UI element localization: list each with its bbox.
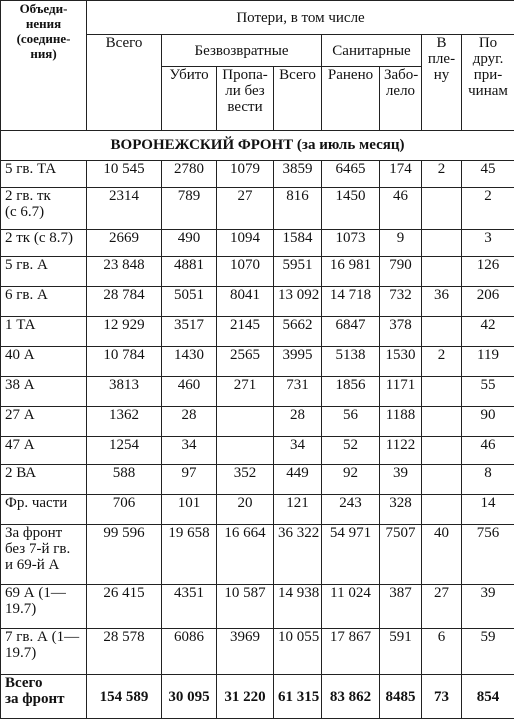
- missing-cell: 1079: [217, 161, 274, 188]
- killed-cell: 28: [162, 407, 217, 437]
- wounded-cell: 16 981: [322, 257, 380, 287]
- total-sick-cell: 8485: [380, 675, 422, 719]
- unit-cell: [1, 188, 87, 230]
- unit-cell: [1, 230, 87, 257]
- captured-cell: 6: [422, 629, 462, 675]
- missing-cell: 27: [217, 188, 274, 230]
- killed-cell: 2780: [162, 161, 217, 188]
- units-column-header-text: Объеди- нения (соедине- ния): [17, 1, 71, 61]
- total-cell: 2669: [87, 230, 162, 257]
- missing-cell: 16 664: [217, 525, 274, 585]
- irrecoverable-group-header: [162, 35, 322, 67]
- captured-cell: 2: [422, 161, 462, 188]
- losses-group-header: [87, 1, 514, 35]
- missing-cell: 8041: [217, 287, 274, 317]
- table-row: [1, 230, 514, 257]
- total-cell: 23 848: [87, 257, 162, 287]
- sick-cell: 387: [380, 585, 422, 629]
- sick-cell: 1188: [380, 407, 422, 437]
- killed-cell: 4881: [162, 257, 217, 287]
- other-cell: 55: [462, 377, 514, 407]
- other-cell: 14: [462, 495, 514, 525]
- total-unit-cell: [1, 675, 87, 719]
- wounded-column-header: [322, 67, 380, 131]
- sick-column-header-text: Забо- лело: [384, 67, 418, 99]
- total-cell: 3813: [87, 377, 162, 407]
- total-killed-cell: 30 095: [162, 675, 217, 719]
- other-column-header: [462, 35, 514, 131]
- missing-cell: 2145: [217, 317, 274, 347]
- irr-total-column-header-text: Всего: [279, 67, 316, 83]
- total-cell: 28 578: [87, 629, 162, 675]
- missing-column-header: [217, 67, 274, 131]
- missing-cell: 1070: [217, 257, 274, 287]
- captured-cell: 27: [422, 585, 462, 629]
- sick-cell: 1122: [380, 437, 422, 465]
- captured-cell: [422, 377, 462, 407]
- other-cell: 3: [462, 230, 514, 257]
- total-missing-cell: 31 220: [217, 675, 274, 719]
- irr-total-column-header: [274, 67, 322, 131]
- total-cell: 706: [87, 495, 162, 525]
- other-cell: 206: [462, 287, 514, 317]
- other-cell: 756: [462, 525, 514, 585]
- sick-cell: 378: [380, 317, 422, 347]
- irr-total-cell: 816: [274, 188, 322, 230]
- front-title-text: ВОРОНЕЖСКИЙ ФРОНТ (за июль месяц): [111, 137, 405, 153]
- total-cell: 99 596: [87, 525, 162, 585]
- table-row: [1, 317, 514, 347]
- killed-column-header-text: Убито: [169, 67, 208, 83]
- wounded-cell: 56: [322, 407, 380, 437]
- captured-cell: [422, 188, 462, 230]
- captured-cell: [422, 317, 462, 347]
- sick-column-header: [380, 67, 422, 131]
- wounded-cell: 6465: [322, 161, 380, 188]
- wounded-cell: 92: [322, 465, 380, 495]
- table-row: [1, 257, 514, 287]
- missing-cell: 3969: [217, 629, 274, 675]
- other-cell: 42: [462, 317, 514, 347]
- irr-total-cell: 5662: [274, 317, 322, 347]
- irr-total-cell: 449: [274, 465, 322, 495]
- killed-cell: 97: [162, 465, 217, 495]
- header-row-1: [1, 1, 514, 35]
- wounded-cell: 1073: [322, 230, 380, 257]
- missing-cell: 1094: [217, 230, 274, 257]
- missing-cell: 271: [217, 377, 274, 407]
- unit-name: 5 гв. А: [5, 257, 48, 273]
- missing-cell: [217, 437, 274, 465]
- other-cell: 59: [462, 629, 514, 675]
- unit-name: 5 гв. ТА: [5, 161, 56, 177]
- wounded-cell: 52: [322, 437, 380, 465]
- killed-cell: 1430: [162, 347, 217, 377]
- total-column-header-text: Всего: [106, 35, 143, 51]
- table-row: [1, 377, 514, 407]
- captured-column-header: [422, 35, 462, 131]
- irr-total-cell: 5951: [274, 257, 322, 287]
- table-row: [1, 629, 514, 675]
- front-title: [1, 131, 514, 161]
- total-cell: 2314: [87, 188, 162, 230]
- captured-cell: [422, 230, 462, 257]
- unit-name: 2 ВА: [5, 465, 36, 481]
- unit-cell: [1, 257, 87, 287]
- other-cell: 8: [462, 465, 514, 495]
- table-row: [1, 347, 514, 377]
- total-row: [1, 675, 514, 719]
- other-cell: 39: [462, 585, 514, 629]
- captured-cell: 2: [422, 347, 462, 377]
- missing-cell: 10 587: [217, 585, 274, 629]
- killed-cell: 34: [162, 437, 217, 465]
- total-irr-total-cell: 61 315: [274, 675, 322, 719]
- killed-cell: 19 658: [162, 525, 217, 585]
- wounded-cell: 5138: [322, 347, 380, 377]
- unit-cell: [1, 465, 87, 495]
- total-wounded-cell: 83 862: [322, 675, 380, 719]
- table-row: [1, 437, 514, 465]
- wounded-cell: 17 867: [322, 629, 380, 675]
- table-row: [1, 407, 514, 437]
- killed-cell: 6086: [162, 629, 217, 675]
- unit-name: 38 А: [5, 377, 35, 393]
- irr-total-cell: 14 938: [274, 585, 322, 629]
- total-cell: 1254: [87, 437, 162, 465]
- sick-cell: 174: [380, 161, 422, 188]
- total-cell: 10 545: [87, 161, 162, 188]
- sanitary-group-header: [322, 35, 422, 67]
- sanitary-group-header-text: Санитарные: [332, 43, 410, 59]
- unit-cell: [1, 347, 87, 377]
- sick-cell: 790: [380, 257, 422, 287]
- unit-name: За фронт без 7-й гв. и 69-й А: [5, 525, 70, 573]
- captured-cell: 36: [422, 287, 462, 317]
- other-cell: 90: [462, 407, 514, 437]
- front-title-row: [1, 131, 514, 161]
- unit-name: 47 А: [5, 437, 35, 453]
- unit-name: 6 гв. А: [5, 287, 48, 303]
- sick-cell: 7507: [380, 525, 422, 585]
- table-row: [1, 287, 514, 317]
- missing-column-header-text: Пропа- ли без вести: [222, 67, 268, 115]
- total-column-header: [87, 35, 162, 131]
- table-row: [1, 525, 514, 585]
- total-cell: 588: [87, 465, 162, 495]
- unit-name: 2 гв. тк (с 6.7): [5, 188, 51, 220]
- sick-cell: 591: [380, 629, 422, 675]
- sick-cell: 328: [380, 495, 422, 525]
- table-row: [1, 161, 514, 188]
- total-cell: 28 784: [87, 287, 162, 317]
- unit-name: 40 А: [5, 347, 35, 363]
- irr-total-cell: 1584: [274, 230, 322, 257]
- unit-name: 7 гв. А (1— 19.7): [5, 629, 79, 661]
- killed-cell: 4351: [162, 585, 217, 629]
- killed-column-header: [162, 67, 217, 131]
- other-cell: 46: [462, 437, 514, 465]
- total-cell: 1362: [87, 407, 162, 437]
- total-cell: 12 929: [87, 317, 162, 347]
- unit-cell: [1, 585, 87, 629]
- unit-cell: [1, 161, 87, 188]
- irr-total-cell: 121: [274, 495, 322, 525]
- total-other-cell: 854: [462, 675, 514, 719]
- irr-total-cell: 28: [274, 407, 322, 437]
- captured-column-header-text: В пле- ну: [428, 35, 455, 83]
- irr-total-cell: 3859: [274, 161, 322, 188]
- total-total-cell: 154 589: [87, 675, 162, 719]
- unit-cell: [1, 287, 87, 317]
- sick-cell: 39: [380, 465, 422, 495]
- wounded-cell: 243: [322, 495, 380, 525]
- losses-group-header-text: Потери, в том числе: [236, 10, 364, 26]
- captured-cell: [422, 465, 462, 495]
- irr-total-cell: 13 092: [274, 287, 322, 317]
- unit-cell: [1, 437, 87, 465]
- wounded-cell: 14 718: [322, 287, 380, 317]
- total-cell: 26 415: [87, 585, 162, 629]
- wounded-cell: 1856: [322, 377, 380, 407]
- total-unit-name: Всего за фронт: [5, 675, 65, 707]
- unit-name: 2 тк (с 8.7): [5, 230, 73, 246]
- missing-cell: [217, 407, 274, 437]
- other-cell: 119: [462, 347, 514, 377]
- units-column-header: [1, 1, 87, 131]
- unit-name: 1 ТА: [5, 317, 36, 333]
- wounded-cell: 54 971: [322, 525, 380, 585]
- other-cell: 45: [462, 161, 514, 188]
- other-cell: 2: [462, 188, 514, 230]
- irr-total-cell: 731: [274, 377, 322, 407]
- unit-name: 69 А (1— 19.7): [5, 585, 66, 617]
- sick-cell: 1530: [380, 347, 422, 377]
- unit-cell: [1, 525, 87, 585]
- total-captured-cell: 73: [422, 675, 462, 719]
- killed-cell: 101: [162, 495, 217, 525]
- table-row: [1, 188, 514, 230]
- captured-cell: [422, 257, 462, 287]
- total-cell: 10 784: [87, 347, 162, 377]
- sick-cell: 9: [380, 230, 422, 257]
- wounded-cell: 1450: [322, 188, 380, 230]
- wounded-cell: 6847: [322, 317, 380, 347]
- unit-name: Фр. части: [5, 495, 67, 511]
- captured-cell: [422, 437, 462, 465]
- missing-cell: 2565: [217, 347, 274, 377]
- killed-cell: 460: [162, 377, 217, 407]
- wounded-cell: 11 024: [322, 585, 380, 629]
- irr-total-cell: 34: [274, 437, 322, 465]
- captured-cell: [422, 407, 462, 437]
- killed-cell: 789: [162, 188, 217, 230]
- irrecoverable-group-header-text: Безвозвратные: [195, 43, 289, 59]
- killed-cell: 3517: [162, 317, 217, 347]
- captured-cell: 40: [422, 525, 462, 585]
- irr-total-cell: 3995: [274, 347, 322, 377]
- sick-cell: 46: [380, 188, 422, 230]
- unit-cell: [1, 495, 87, 525]
- missing-cell: 352: [217, 465, 274, 495]
- other-column-header-text: По друг. при- чинам: [468, 35, 508, 99]
- unit-cell: [1, 629, 87, 675]
- other-cell: 126: [462, 257, 514, 287]
- table-row: [1, 495, 514, 525]
- killed-cell: 490: [162, 230, 217, 257]
- captured-cell: [422, 495, 462, 525]
- irr-total-cell: 36 322: [274, 525, 322, 585]
- unit-cell: [1, 407, 87, 437]
- unit-cell: [1, 377, 87, 407]
- unit-cell: [1, 317, 87, 347]
- wounded-column-header-text: Ранено: [328, 67, 373, 83]
- irr-total-cell: 10 055: [274, 629, 322, 675]
- unit-name: 27 А: [5, 407, 35, 423]
- table-row: [1, 585, 514, 629]
- missing-cell: 20: [217, 495, 274, 525]
- killed-cell: 5051: [162, 287, 217, 317]
- table-row: [1, 465, 514, 495]
- sick-cell: 732: [380, 287, 422, 317]
- sick-cell: 1171: [380, 377, 422, 407]
